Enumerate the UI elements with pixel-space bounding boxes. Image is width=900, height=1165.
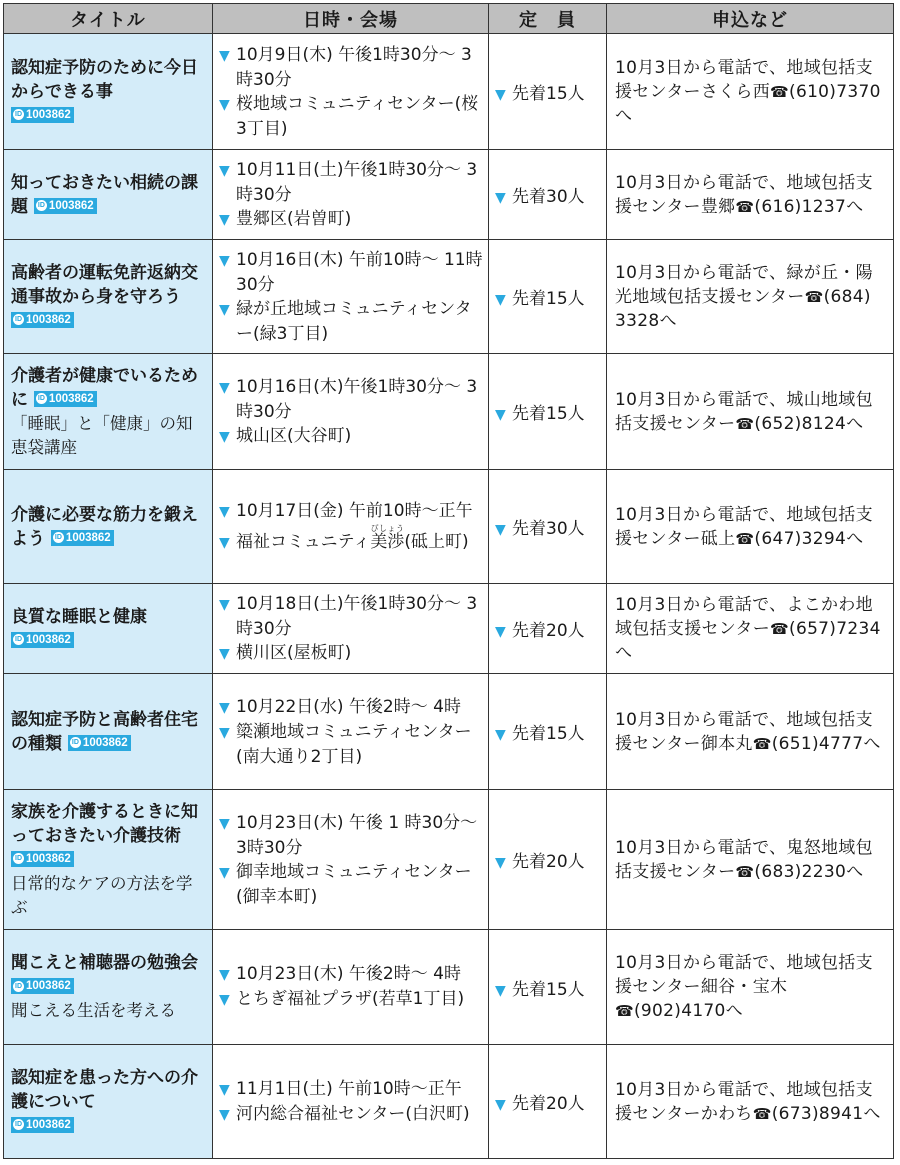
id-number: 1003862	[26, 1118, 71, 1131]
apply-text: 10月3日から電話で、よこかわ地域包括支援センター	[615, 594, 873, 639]
event-venue-suffix: (砥上町)	[404, 531, 469, 552]
event-date: 10月16日(木) 午前10時～ 11時30分	[236, 249, 483, 295]
phone-number[interactable]: (902)4170へ	[633, 1001, 743, 1021]
event-venue: 緑が丘地域コミュニティセンター(緑3丁目)	[236, 298, 472, 344]
phone-number[interactable]: (652)8124へ	[754, 413, 864, 434]
id-icon: ID	[37, 395, 45, 402]
id-number: 1003862	[48, 199, 94, 212]
triangle-bullet-icon: ▼	[495, 522, 506, 538]
capacity-text: 先着15人	[512, 979, 585, 1000]
ruby-reading: びしょう	[370, 523, 405, 533]
triangle-bullet-icon: ▼	[219, 1106, 230, 1123]
event-subtitle: 「睡眠」と「健康」の知恵袋講座	[11, 413, 193, 457]
header-row	[4, 4, 894, 34]
triangle-bullet-icon: ▼	[219, 211, 230, 228]
when-where-cell	[213, 34, 489, 150]
apply-cell	[607, 584, 894, 674]
table-row	[4, 584, 894, 674]
phone-icon: ☎	[804, 287, 824, 306]
phone-icon: ☎	[735, 197, 755, 216]
triangle-bullet-icon: ▼	[495, 624, 506, 640]
event-date: 10月22日(水) 午後2時～ 4時	[236, 696, 461, 717]
apply-text: 10月3日から電話で、地域包括支援センター豊郷	[615, 172, 873, 217]
event-venue: 河内総合福祉センター(白沢町)	[236, 1103, 470, 1124]
id-icon: ID	[15, 982, 22, 990]
phone-icon: ☎	[752, 1104, 772, 1123]
id-badge[interactable]	[11, 632, 74, 648]
table-row	[4, 150, 894, 240]
event-date: 10月11日(土)午後1時30分～ 3時30分	[236, 159, 478, 205]
ruby-base: 美渉	[370, 531, 405, 552]
triangle-bullet-icon: ▼	[219, 699, 230, 716]
header-when-where: 日時・会場	[213, 4, 489, 34]
triangle-bullet-icon: ▼	[219, 864, 230, 881]
event-title-cell	[4, 1045, 213, 1159]
id-badge[interactable]	[11, 851, 74, 867]
id-badge[interactable]	[11, 1117, 74, 1133]
apply-text: 10月3日から電話で、城山地域包括支援センター	[615, 389, 873, 434]
header-capacity: 定 員	[489, 4, 607, 34]
phone-icon: ☎	[770, 619, 790, 638]
apply-text: 10月3日から電話で、地域包括支援センター砥上	[615, 504, 873, 549]
event-title: 知っておきたい相続の課題	[11, 172, 198, 217]
phone-number[interactable]: (616)1237へ	[754, 196, 864, 217]
event-title: 認知症予防と高齢者住宅の種類	[11, 709, 198, 754]
id-icon: ID	[15, 111, 22, 118]
apply-text: 10月3日から電話で、緑が丘・陽光地域包括支援センター	[615, 262, 873, 307]
triangle-bullet-icon: ▼	[495, 855, 506, 871]
capacity-cell	[489, 930, 607, 1045]
triangle-bullet-icon: ▼	[495, 190, 506, 206]
event-date: 10月18日(土)午後1時30分～ 3時30分	[236, 593, 478, 639]
event-venue: とちぎ福祉プラザ(若草1丁目)	[236, 989, 465, 1009]
triangle-bullet-icon: ▼	[219, 967, 230, 983]
table-row	[4, 1045, 894, 1159]
id-badge[interactable]	[68, 735, 131, 751]
triangle-bullet-icon: ▼	[219, 724, 230, 741]
phone-number[interactable]: (673)8941へ	[771, 1103, 881, 1124]
capacity-text: 先着20人	[512, 621, 585, 641]
event-title: 介護に必要な筋力を鍛えよう	[11, 504, 198, 549]
id-number: 1003862	[26, 313, 71, 326]
phone-number[interactable]: (651)4777へ	[771, 733, 881, 754]
event-title-cell	[4, 34, 213, 150]
triangle-bullet-icon: ▼	[219, 301, 230, 318]
event-venue: 簗瀬地域コミュニティセンター(南大通り2丁目)	[236, 721, 472, 767]
event-title: 家族を介護するときに知っておきたい介護技術	[11, 801, 198, 846]
event-subtitle: 日常的なケアの方法を学ぶ	[11, 873, 193, 917]
when-where-cell	[213, 150, 489, 240]
triangle-bullet-icon: ▼	[219, 645, 230, 662]
events-table	[3, 3, 894, 1159]
phone-icon: ☎	[752, 734, 772, 753]
event-venue: 城山区(大谷町)	[236, 425, 352, 446]
triangle-bullet-icon: ▼	[219, 992, 230, 1008]
phone-number[interactable]: (683)2230へ	[754, 861, 864, 882]
event-date: 10月16日(木)午後1時30分～ 3時30分	[236, 376, 478, 422]
event-title: 認知症予防のために今日からできる事	[11, 57, 198, 102]
capacity-cell	[489, 1045, 607, 1159]
event-title: 高齢者の運転免許返納交通事故から身を守ろう	[11, 262, 198, 307]
triangle-bullet-icon: ▼	[495, 1097, 506, 1113]
apply-cell	[607, 354, 894, 470]
capacity-text: 先着30人	[512, 187, 585, 207]
id-badge[interactable]	[11, 978, 74, 994]
table-row	[4, 354, 894, 470]
event-title: 認知症を患った方への介護について	[11, 1067, 198, 1112]
when-where-cell	[213, 584, 489, 674]
when-where-cell	[213, 470, 489, 584]
event-title-cell	[4, 790, 213, 930]
phone-icon: ☎	[615, 1002, 634, 1020]
id-number: 1003862	[26, 633, 71, 646]
triangle-bullet-icon: ▼	[219, 534, 230, 551]
apply-text: 10月3日から電話で、地域包括支援センター細谷・宝木	[615, 953, 873, 997]
header-title: タイトル	[4, 4, 213, 34]
event-venue: 御幸地域コミュニティセンター(御幸本町)	[236, 861, 472, 907]
capacity-cell	[489, 34, 607, 150]
id-badge[interactable]	[34, 198, 97, 214]
id-badge[interactable]	[34, 391, 97, 407]
phone-icon: ☎	[770, 82, 790, 101]
apply-cell	[607, 470, 894, 584]
id-number: 1003862	[26, 980, 71, 992]
triangle-bullet-icon: ▼	[495, 727, 506, 743]
event-subtitle: 聞こえる生活を考える	[11, 1001, 176, 1020]
apply-cell	[607, 150, 894, 240]
when-where-cell	[213, 1045, 489, 1159]
id-icon: ID	[15, 855, 22, 862]
capacity-text: 先着20人	[512, 852, 585, 872]
id-number: 1003862	[48, 392, 94, 405]
apply-text: 10月3日から電話で、地域包括支援センターさくら西	[615, 57, 873, 102]
event-title-cell	[4, 584, 213, 674]
event-title: 介護者が健康でいるために	[11, 365, 198, 410]
event-date: 11月1日(土) 午前10時～正午	[236, 1078, 462, 1099]
capacity-cell	[489, 584, 607, 674]
id-badge[interactable]	[11, 312, 74, 328]
event-title: 聞こえと補聴器の勉強会	[11, 953, 198, 973]
event-venue-ruby	[370, 523, 405, 552]
triangle-bullet-icon: ▼	[219, 596, 230, 613]
phone-icon: ☎	[735, 529, 755, 548]
table-row	[4, 790, 894, 930]
triangle-bullet-icon: ▼	[219, 47, 230, 64]
capacity-text: 先着30人	[512, 519, 585, 539]
table-row	[4, 674, 894, 790]
header-apply: 申込など	[607, 4, 894, 34]
event-date: 10月9日(木) 午後1時30分～ 3時30分	[236, 44, 472, 90]
event-venue: 豊郷区(岩曽町)	[236, 208, 352, 229]
capacity-text: 先着15人	[512, 724, 585, 744]
triangle-bullet-icon: ▼	[219, 252, 230, 269]
apply-text: 10月3日から電話で、地域包括支援センター御本丸	[615, 709, 873, 754]
table-row	[4, 930, 894, 1045]
triangle-bullet-icon: ▼	[219, 503, 230, 520]
phone-icon: ☎	[735, 414, 755, 433]
id-icon: ID	[15, 1121, 22, 1128]
id-number: 1003862	[26, 852, 71, 865]
when-where-cell	[213, 790, 489, 930]
when-where-cell	[213, 240, 489, 354]
capacity-cell	[489, 354, 607, 470]
phone-number[interactable]: (610)7370へ	[615, 81, 881, 126]
phone-number[interactable]: (647)3294へ	[754, 528, 864, 549]
table-row	[4, 240, 894, 354]
triangle-bullet-icon: ▼	[219, 815, 230, 832]
triangle-bullet-icon: ▼	[219, 96, 230, 113]
apply-text: 10月3日から電話で、地域包括支援センターかわち	[615, 1079, 873, 1124]
id-number: 1003862	[26, 108, 71, 121]
event-date: 10月23日(木) 午後2時～ 4時	[236, 964, 461, 984]
capacity-cell	[489, 240, 607, 354]
capacity-cell	[489, 790, 607, 930]
triangle-bullet-icon: ▼	[219, 1081, 230, 1098]
phone-number[interactable]: (657)7234へ	[615, 618, 881, 663]
phone-icon: ☎	[735, 862, 755, 881]
apply-cell	[607, 790, 894, 930]
when-where-cell	[213, 354, 489, 470]
when-where-cell	[213, 674, 489, 790]
triangle-bullet-icon: ▼	[495, 407, 506, 423]
id-icon: ID	[54, 534, 62, 541]
capacity-text: 先着20人	[512, 1094, 585, 1114]
table-row	[4, 470, 894, 584]
id-number: 1003862	[65, 531, 111, 544]
triangle-bullet-icon: ▼	[495, 87, 506, 103]
capacity-text: 先着15人	[512, 289, 585, 309]
apply-cell	[607, 240, 894, 354]
event-title-cell	[4, 674, 213, 790]
triangle-bullet-icon: ▼	[219, 379, 230, 396]
table-row	[4, 34, 894, 150]
when-where-cell	[213, 930, 489, 1045]
event-title-cell	[4, 354, 213, 470]
id-icon: ID	[37, 202, 45, 209]
event-venue: 桜地域コミュニティセンター(桜3丁目)	[236, 93, 479, 139]
apply-cell	[607, 1045, 894, 1159]
apply-cell	[607, 674, 894, 790]
id-badge[interactable]	[11, 107, 74, 123]
event-date: 10月23日(木) 午後 1 時30分～ 3時30分	[236, 812, 478, 858]
event-title: 良質な睡眠と健康	[11, 606, 147, 627]
event-venue-prefix: 福祉コミュニティ	[236, 531, 371, 552]
event-venue: 横川区(屋板町)	[236, 642, 352, 663]
apply-text: 10月3日から電話で、鬼怒地域包括支援センター	[615, 837, 873, 882]
id-badge[interactable]	[51, 530, 114, 546]
event-title-cell	[4, 930, 213, 1045]
triangle-bullet-icon: ▼	[495, 982, 506, 999]
id-icon: ID	[71, 739, 79, 746]
triangle-bullet-icon: ▼	[219, 162, 230, 179]
event-title-cell	[4, 150, 213, 240]
phone-number[interactable]: (684) 3328へ	[615, 286, 871, 331]
id-icon: ID	[15, 636, 22, 643]
capacity-text: 先着15人	[512, 404, 585, 424]
triangle-bullet-icon: ▼	[219, 428, 230, 445]
event-title-cell	[4, 240, 213, 354]
id-number: 1003862	[82, 736, 128, 749]
apply-cell	[607, 930, 894, 1045]
capacity-cell	[489, 150, 607, 240]
capacity-cell	[489, 674, 607, 790]
capacity-text: 先着15人	[512, 84, 585, 104]
capacity-cell	[489, 470, 607, 584]
apply-cell	[607, 34, 894, 150]
id-icon: ID	[15, 316, 22, 323]
event-date: 10月17日(金) 午前10時～正午	[236, 500, 473, 521]
event-title-cell	[4, 470, 213, 584]
triangle-bullet-icon: ▼	[495, 292, 506, 308]
